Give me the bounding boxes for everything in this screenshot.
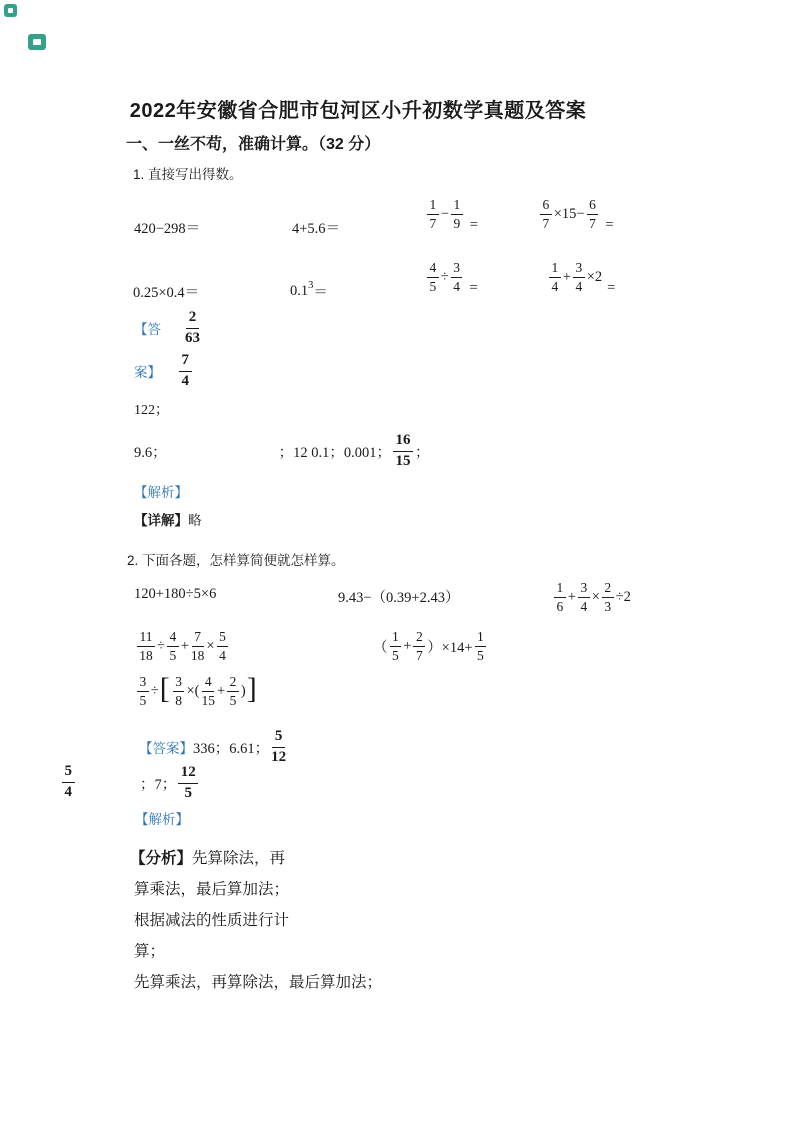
numerator: 3	[451, 260, 463, 278]
math-token: +	[216, 682, 226, 699]
fraction	[137, 674, 149, 708]
analysis-marker-1: 【解析】	[134, 485, 188, 500]
numerator: 7	[179, 352, 192, 371]
math-token: 0.1	[290, 283, 309, 299]
fraction	[451, 260, 463, 294]
math-token: ；12 0.1；0.001；	[278, 444, 391, 461]
analysis-line: 算乘法，最后算加法；	[134, 881, 290, 898]
fraction	[554, 580, 566, 614]
denominator: 4	[453, 278, 460, 294]
denominator: 5	[229, 692, 237, 708]
denominator: 15	[395, 452, 411, 469]
fraction	[427, 260, 439, 294]
fraction	[185, 309, 200, 347]
denominator: 4	[551, 278, 559, 294]
answer1-line1: 122；	[134, 403, 169, 418]
math-expression-0.25-times-0.4	[133, 281, 199, 302]
numerator: 6	[540, 197, 552, 215]
math-expression-1-6-plus-3-4	[552, 574, 631, 620]
answer2-line2	[140, 760, 200, 806]
math-expression-9.43-minus	[338, 586, 459, 607]
fraction	[540, 197, 552, 231]
analysis-text: 先算除法，再	[192, 850, 286, 867]
fraction	[191, 629, 205, 663]
numerator: 3	[137, 674, 149, 692]
math-token: +	[567, 588, 576, 605]
fraction	[178, 764, 198, 802]
denominator: 5	[477, 647, 484, 663]
math-token: （	[373, 639, 388, 656]
math-expression-3-5-div-bracket	[135, 668, 258, 714]
fraction	[167, 629, 179, 663]
math-expression-420-minus-298	[134, 217, 200, 238]
math-expression-4-plus-5.6	[292, 217, 340, 238]
numerator: 1	[554, 580, 566, 598]
fraction	[578, 580, 590, 614]
fraction	[271, 728, 286, 766]
math-token: =	[605, 216, 614, 233]
denominator: 18	[190, 647, 205, 663]
analysis-first-line	[130, 846, 285, 868]
math-token: 420−298＝	[134, 221, 201, 237]
numerator: 1	[390, 629, 402, 647]
denominator: 7	[589, 215, 596, 231]
math-token: 120+180÷5×6	[134, 586, 217, 602]
numerator: 5	[217, 629, 229, 647]
denominator: 5	[139, 692, 147, 708]
section1-heading: 一、一丝不苟，准确计算。（32 分）	[126, 136, 381, 153]
denominator: 5	[184, 784, 192, 801]
analysis-line: 根据减法的性质进行计	[134, 912, 290, 929]
fraction	[451, 197, 463, 231]
fraction	[475, 629, 487, 663]
numerator: 16	[393, 432, 413, 451]
numerator: 11	[137, 629, 155, 647]
fraction	[62, 763, 75, 801]
math-token: =	[607, 279, 616, 296]
math-token: +	[562, 268, 571, 285]
answer2-margin-fraction	[60, 760, 77, 804]
page-title: 2022年安徽省合肥市包河区小升初数学真题及答案	[129, 100, 587, 122]
math-token: ×2	[586, 268, 603, 285]
denominator: 8	[175, 692, 182, 708]
fraction	[549, 260, 561, 294]
math-expression-1-7-minus-1-9	[425, 191, 478, 237]
math-token: ×15−	[553, 205, 585, 222]
denominator: 7	[429, 215, 437, 231]
detail-text: 略	[188, 513, 202, 528]
denominator: 7	[415, 647, 423, 663]
spacer	[161, 328, 183, 329]
numerator: 2	[227, 674, 239, 692]
fraction	[390, 629, 402, 663]
math-token: 【答	[134, 322, 161, 337]
math-token: +	[180, 637, 189, 654]
math-token: ]	[246, 672, 257, 705]
math-token: [	[159, 672, 170, 705]
denominator: 4	[181, 372, 189, 389]
math-token: 336；6.61；	[193, 740, 270, 757]
denominator: 5	[169, 647, 177, 663]
numerator: 3	[173, 674, 185, 692]
denominator: 63	[185, 329, 200, 346]
math-token: 9.6；	[134, 444, 167, 461]
numerator: 1	[451, 197, 463, 215]
numerator: 1	[475, 629, 487, 647]
denominator: 4	[64, 783, 72, 800]
math-token: ×	[591, 588, 600, 605]
denominator: 4	[575, 278, 583, 294]
math-expression-4-5-div-3-4	[425, 254, 478, 300]
analysis-line: 先算乘法，再算除法，最后算加法；	[134, 974, 383, 991]
math-token: =	[469, 279, 478, 296]
fraction	[427, 197, 439, 231]
corner-app-icon-large	[28, 34, 46, 50]
math-token: ；7；	[140, 776, 177, 793]
math-token: ×(	[186, 682, 200, 699]
math-token: ÷2	[615, 588, 631, 605]
fraction	[173, 674, 185, 708]
numerator: 5	[272, 728, 285, 747]
math-expression-paren-1-5-plus-2-7	[373, 623, 488, 669]
math-token: ）×14+	[427, 639, 473, 656]
math-expression-0.1-cubed	[290, 281, 328, 302]
math-token: ；	[415, 444, 430, 461]
spacer	[167, 451, 279, 452]
detail-answer-line	[134, 509, 202, 529]
fraction	[227, 674, 239, 708]
answer1-marker-part1	[134, 305, 202, 351]
math-token: )	[240, 682, 246, 699]
numerator: 4	[427, 260, 439, 278]
math-token: 9.43−（0.39+2.43）	[338, 590, 460, 606]
math-expression-6-7-times-15	[538, 191, 614, 237]
math-expression-120-plus-180	[134, 586, 216, 603]
denominator: 15	[201, 692, 215, 708]
numerator: 5	[62, 763, 75, 782]
denominator: 4	[219, 647, 226, 663]
math-token: ＝	[313, 285, 328, 301]
superscript: 3	[308, 280, 314, 291]
numerator: 1	[549, 260, 561, 278]
denominator: 6	[556, 598, 564, 614]
denominator: 4	[580, 598, 588, 614]
denominator: 5	[392, 647, 399, 663]
question2-label: 2. 下面各题，怎样算简便就怎样算。	[127, 553, 345, 568]
math-token: ÷	[157, 637, 165, 654]
fraction	[573, 260, 585, 294]
math-token: 0.25×0.4＝	[133, 285, 200, 301]
denominator: 18	[139, 647, 153, 663]
fraction	[587, 197, 599, 231]
answer1-line2	[134, 428, 430, 474]
answer1-marker-part2	[134, 348, 194, 394]
analysis-line: 算；	[134, 943, 166, 960]
numerator: 1	[427, 197, 439, 215]
fraction	[413, 629, 425, 663]
math-token: +	[403, 637, 412, 654]
numerator: 2	[602, 580, 614, 598]
denominator: 7	[542, 215, 550, 231]
fraction	[602, 580, 614, 614]
math-expression-11-18-div-4-5	[135, 623, 230, 669]
denominator: 5	[429, 278, 437, 294]
fraction	[393, 432, 413, 470]
detail-marker: 【详解】	[134, 513, 188, 528]
numerator: 6	[587, 197, 599, 215]
math-token: 案】	[134, 365, 161, 380]
corner-app-icon-small	[4, 4, 17, 17]
numerator: 2	[413, 629, 425, 647]
numerator: 3	[578, 580, 590, 598]
numerator: 3	[573, 260, 585, 278]
numerator: 4	[167, 629, 179, 647]
analysis-marker-2: 【解析】	[135, 812, 189, 827]
numerator: 7	[192, 629, 204, 647]
denominator: 9	[453, 215, 461, 231]
fraction	[179, 352, 192, 390]
fraction	[217, 629, 229, 663]
math-token: 4+5.6＝	[292, 221, 341, 237]
numerator: 4	[202, 674, 214, 692]
math-token: ×	[206, 637, 215, 654]
math-token: 【答案】	[139, 741, 193, 756]
question1-label: 1. 直接写出得数。	[133, 167, 243, 182]
denominator: 3	[604, 598, 612, 614]
math-token: =	[469, 216, 478, 233]
numerator: 12	[178, 764, 198, 783]
numerator: 2	[186, 309, 199, 328]
math-token: −	[440, 205, 449, 222]
analysis-label: 【分析】	[130, 850, 193, 867]
denominator: 12	[271, 748, 287, 765]
fraction	[201, 674, 215, 708]
spacer	[161, 371, 177, 372]
fraction	[137, 629, 155, 663]
math-token: ÷	[440, 268, 449, 285]
math-expression-1-4-plus-3-4-times-2	[547, 254, 615, 300]
math-token: ÷	[150, 682, 159, 699]
